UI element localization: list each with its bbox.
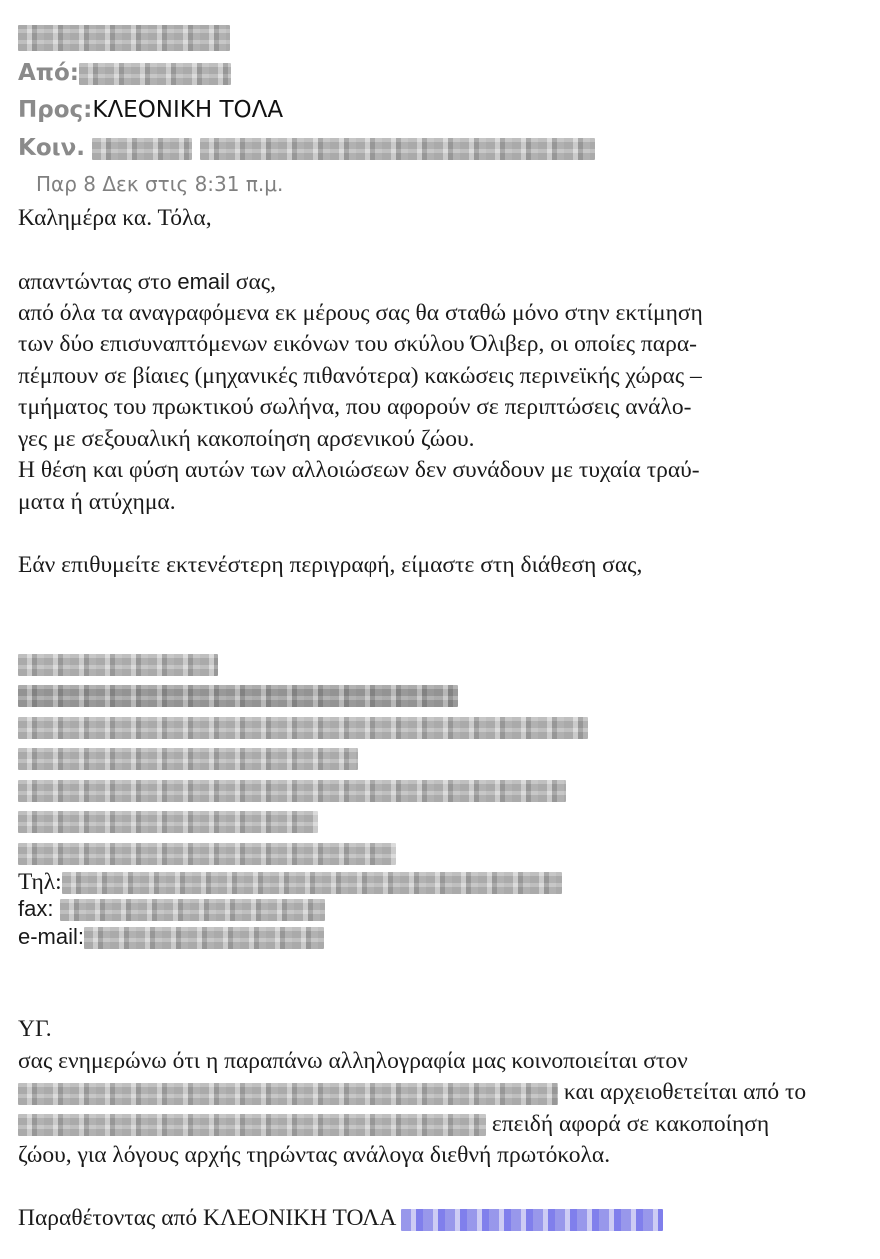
paragraph2-line: ματα ή ατύχημα. — [18, 488, 176, 515]
redacted-ps-recipient — [18, 1083, 558, 1105]
sender-name — [18, 22, 230, 52]
ps-label: ΥΓ. — [18, 1016, 52, 1042]
fax-label: fax: — [18, 895, 54, 921]
redacted-fax — [60, 899, 325, 921]
redacted-signature-dept — [18, 717, 588, 739]
ps-line: και αρχειοθετείται από το — [18, 1077, 868, 1109]
redacted-sender-name — [18, 25, 230, 51]
greeting: Καλημέρα κα. Τόλα, — [18, 205, 212, 231]
reply-line: απαντώντας στο email σας, — [18, 269, 276, 295]
sent-date: Παρ 8 Δεκ στις 8:31 π.μ. — [36, 172, 284, 196]
email-label: e-mail: — [18, 923, 85, 949]
ps-line: σας ενημερώνω ότι η παραπάνω αλληλογραφία μας κοινοποιείται στον — [18, 1047, 688, 1074]
redacted-cc-2[interactable] — [200, 138, 595, 160]
redacted-signature-university — [18, 811, 318, 833]
redacted-signature-lab — [18, 748, 358, 770]
email-word: email — [177, 269, 230, 294]
redacted-signature-address — [18, 843, 396, 865]
ps-line: ζώου, για λόγους αρχής τηρώντας ανάλογα διεθνή πρωτόκολα. — [18, 1142, 611, 1168]
to-label: Προς: — [18, 97, 93, 123]
signature-block — [18, 648, 868, 951]
redacted-signature-title — [18, 685, 458, 707]
ps-line: επειδή αφορά σε κακοποίηση — [18, 1109, 868, 1141]
paragraph2-line: Η θέση και φύση αυτών των αλλοιώσεων δεν συνάδουν με τυχαία τραύ- — [18, 457, 700, 483]
from-label: Από: — [18, 60, 79, 86]
paragraph1-line: από όλα τα αναγραφόμενα εκ μέρους σας θα σταθώ μόνο στην εκτίμηση — [18, 299, 703, 326]
redacted-quoted-email-link[interactable] — [401, 1209, 663, 1231]
redacted-ps-archive — [18, 1114, 486, 1136]
redacted-email[interactable] — [84, 927, 324, 949]
email-row — [18, 923, 868, 951]
to-recipient[interactable]: ΚΛΕΟΝΙΚΗ ΤΟΛΑ — [92, 97, 284, 123]
paragraph1-line: των δύο επισυναπτόμενων εικόνων του σκύλου Όλιβερ, οι οποίες παρα- — [18, 331, 697, 357]
to-row — [18, 95, 283, 125]
phone-label: Τηλ: — [18, 868, 62, 895]
cc-row — [18, 133, 595, 163]
postscript — [18, 1014, 868, 1235]
phone-row — [18, 869, 868, 895]
paragraph1-line: τμήματος του πρωκτικού σωλήνα, που αφορούν σε περιπτώσεις ανάλο- — [18, 394, 692, 420]
redacted-signature-name — [18, 654, 218, 676]
paragraph1-line: πέμπουν σε βίαιες (μηχανικές πιθανότερα) κακώσεις περινεϊκής χώρας – — [18, 362, 702, 389]
quoted-line: Παραθέτοντας από ΚΛΕΟΝΙΚΗ ΤΟΛΑ — [18, 1203, 868, 1235]
cc-label: Κοιν. — [18, 135, 85, 161]
paragraph1-line: γες με σεξουαλική κακοποίηση αρσενικού ζώου. — [18, 425, 475, 452]
redacted-signature-school — [18, 780, 566, 802]
email-body — [18, 203, 868, 581]
redacted-cc-1[interactable] — [92, 138, 192, 160]
redacted-from-address[interactable] — [79, 63, 231, 85]
redacted-phone — [62, 872, 562, 894]
from-row — [18, 58, 231, 88]
offer-line: Εάν επιθυμείτε εκτενέστερη περιγραφή, είμαστε στη διάθεση σας, — [18, 551, 643, 578]
fax-row — [18, 895, 868, 923]
